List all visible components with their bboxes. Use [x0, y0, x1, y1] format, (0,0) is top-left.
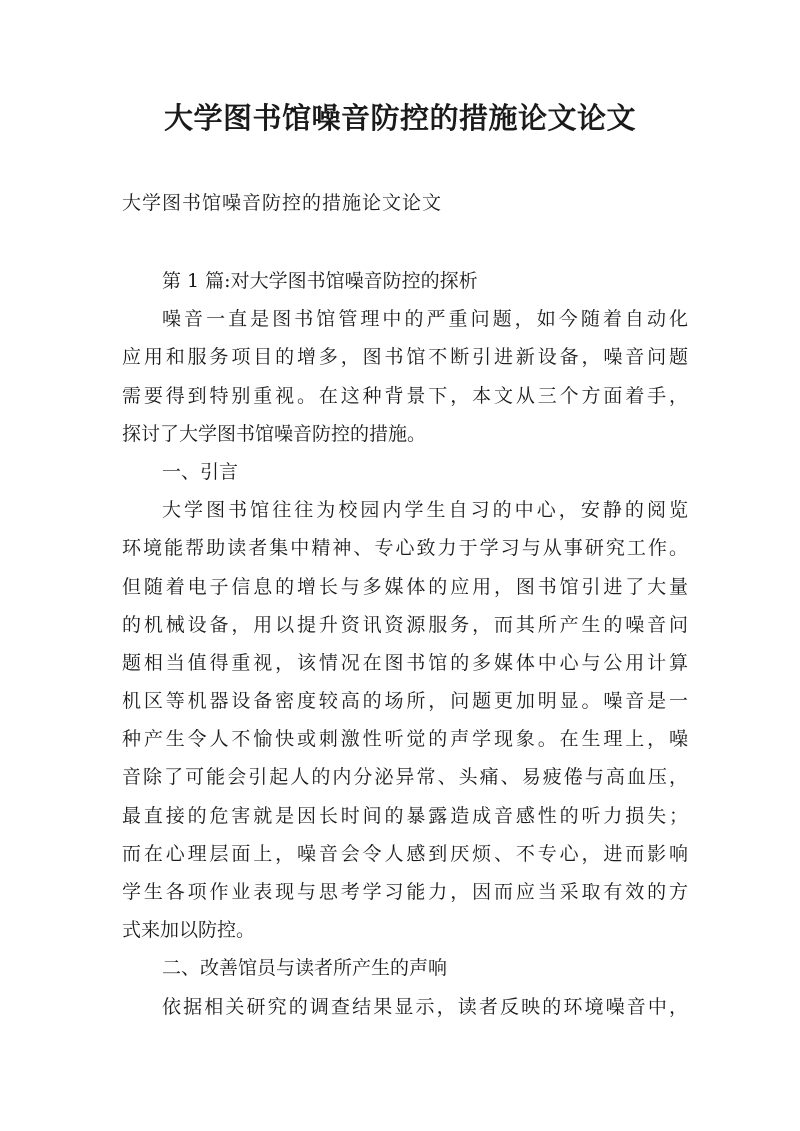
paragraph-line: 最直接的危害就是因长时间的暴露造成音感性的听力损失；: [122, 804, 688, 827]
paragraph-line: 的机械设备，用以提升资讯资源服务，而其所产生的噪音问: [122, 613, 688, 636]
paragraph-line: 大学图书馆往往为校园内学生自习的中心，安静的阅览: [162, 499, 688, 522]
paragraph-line: 环境能帮助读者集中精神、专心致力于学习与从事研究工作。: [122, 537, 688, 560]
document-body: [122, 262, 688, 1026]
paragraph-line: 但随着电子信息的增长与多媒体的应用，图书馆引进了大量: [122, 575, 688, 598]
section-heading: 二、改善馆员与读者所产生的声响: [162, 957, 448, 980]
paragraph-line: 机区等机器设备密度较高的场所，问题更加明显。噪音是一: [122, 690, 688, 713]
paragraph-line: 学生各项作业表现与思考学习能力，因而应当采取有效的方: [122, 881, 688, 903]
document-title: 大学图书馆噪音防控的措施论文论文: [163, 101, 636, 135]
paragraph-line: 式来加以防控。: [122, 919, 256, 942]
paragraph-line: 音除了可能会引起人的内分泌异常、头痛、易疲倦与高血压，: [122, 766, 688, 789]
section-heading: 一、引言: [162, 460, 239, 483]
paragraph-line: 应用和服务项目的增多，图书馆不断引进新设备，噪音问题: [122, 346, 688, 369]
paragraph-line: 而在心理层面上，噪音会令人感到厌烦、不专心，进而影响: [122, 842, 688, 865]
document-subtitle: 大学图书馆噪音防控的措施论文论文: [122, 192, 443, 214]
paragraph-line: 探讨了大学图书馆噪音防控的措施。: [122, 422, 427, 445]
paragraph-line: 种产生令人不愉快或刺激性听觉的声学现象。在生理上，噪: [122, 728, 688, 751]
paragraph-line: 噪音一直是图书馆管理中的严重问题，如今随着自动化: [162, 308, 688, 331]
section-heading: 第 1 篇:对大学图书馆噪音防控的探析: [162, 270, 478, 292]
paragraph-line: 依据相关研究的调查结果显示，读者反映的环境噪音中，: [162, 995, 688, 1018]
paragraph-line: 题相当值得重视，该情况在图书馆的多媒体中心与公用计算: [122, 651, 688, 674]
paragraph-line: 需要得到特别重视。在这种背景下，本文从三个方面着手，: [122, 384, 688, 407]
